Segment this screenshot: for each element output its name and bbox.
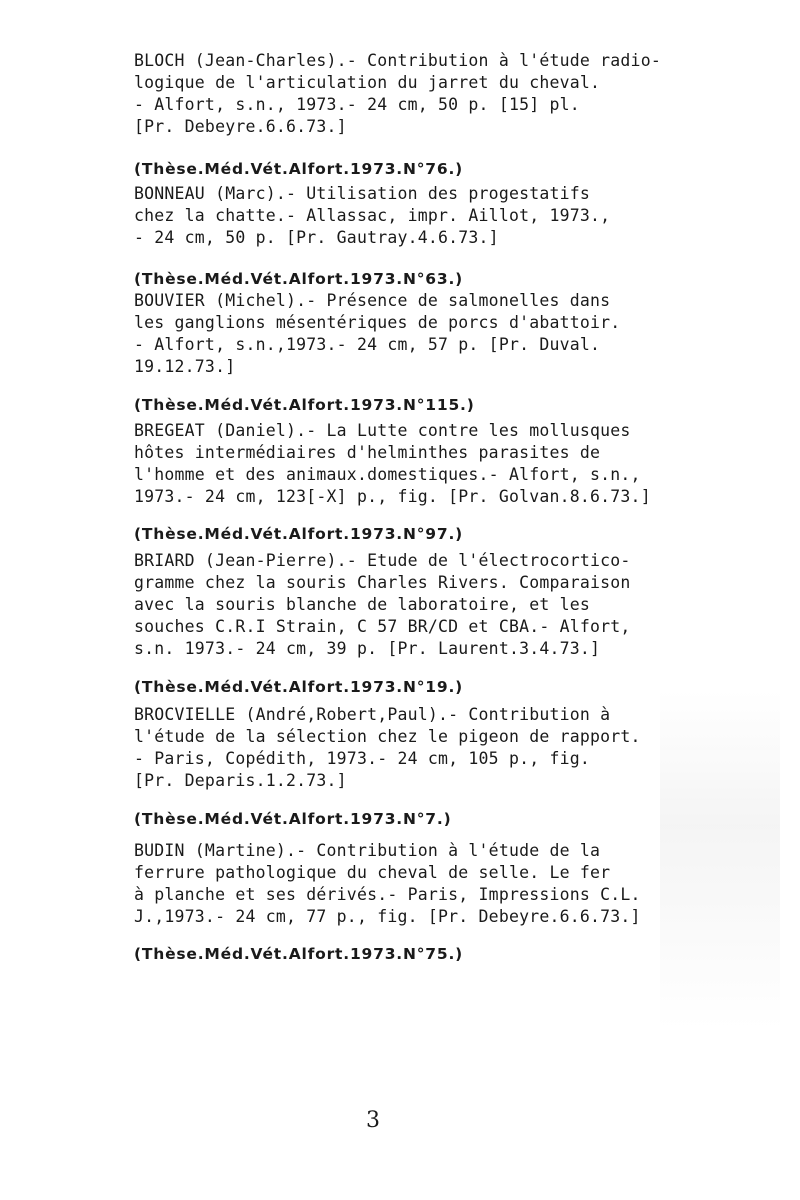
- thesis-reference: (Thèse.Méd.Vét.Alfort.1973.N°97.): [134, 525, 464, 543]
- entry-line: souches C.R.I Strain, C 57 BR/CD et CBA.- Alfort,: [134, 617, 631, 636]
- thesis-reference: (Thèse.Méd.Vét.Alfort.1973.N°115.): [134, 396, 475, 414]
- entry-line: BLOCH (Jean-Charles).- Contribution à l'étude radio-: [134, 51, 661, 70]
- entry-line: [Pr. Deparis.1.2.73.]: [134, 771, 347, 790]
- thesis-reference: (Thèse.Méd.Vét.Alfort.1973.N°76.): [134, 160, 464, 178]
- entry-line: BONNEAU (Marc).- Utilisation des progestatifs: [134, 184, 591, 203]
- thesis-reference: (Thèse.Méd.Vét.Alfort.1973.N°19.): [134, 678, 464, 696]
- entry-line: l'homme et des animaux.domestiques.- Alfort, s.n.,: [134, 465, 641, 484]
- bibliography-entry: [134, 50, 694, 138]
- entry-line: BUDIN (Martine).- Contribution à l'étude de la: [134, 841, 601, 860]
- thesis-reference: (Thèse.Méd.Vét.Alfort.1973.N°7.): [134, 810, 452, 828]
- entry-line: à planche et ses dérivés.- Paris, Impressions C.L.: [134, 885, 641, 904]
- page-number: 3: [366, 1108, 380, 1133]
- entry-line: BREGEAT (Daniel).- La Lutte contre les mollusques: [134, 421, 631, 440]
- entry-line: BROCVIELLE (André,Robert,Paul).- Contribution à: [134, 705, 611, 724]
- bibliography-entry: [134, 290, 694, 378]
- bibliography-entry: [134, 704, 694, 792]
- entry-line: s.n. 1973.- 24 cm, 39 p. [Pr. Laurent.3.4.73.]: [134, 639, 601, 658]
- entry-line: ferrure pathologique du cheval de selle. Le fer: [134, 863, 611, 882]
- entry-line: BOUVIER (Michel).- Présence de salmonelles dans: [134, 291, 611, 310]
- entry-line: - Alfort, s.n., 1973.- 24 cm, 50 p. [15] pl.: [134, 95, 580, 114]
- entry-line: - 24 cm, 50 p. [Pr. Gautray.4.6.73.]: [134, 228, 499, 247]
- bibliography-entry: [134, 550, 694, 660]
- entry-line: [Pr. Debeyre.6.6.73.]: [134, 117, 347, 136]
- entry-line: BRIARD (Jean-Pierre).- Etude de l'électrocortico-: [134, 551, 631, 570]
- entry-line: gramme chez la souris Charles Rivers. Comparaison: [134, 573, 631, 592]
- entry-line: chez la chatte.- Allassac, impr. Aillot, 1973.,: [134, 206, 611, 225]
- bibliography-entry: [134, 420, 694, 508]
- entry-line: les ganglions mésentériques de porcs d'abattoir.: [134, 313, 621, 332]
- bibliography-entry: [134, 840, 694, 928]
- thesis-reference: (Thèse.Méd.Vét.Alfort.1973.N°63.): [134, 270, 464, 288]
- bibliography-entry: [134, 183, 694, 249]
- entry-line: avec la souris blanche de laboratoire, et les: [134, 595, 591, 614]
- entry-line: - Alfort, s.n.,1973.- 24 cm, 57 p. [Pr. Duval.: [134, 335, 601, 354]
- entry-line: - Paris, Copédith, 1973.- 24 cm, 105 p., fig.: [134, 749, 591, 768]
- entry-line: logique de l'articulation du jarret du cheval.: [134, 73, 601, 92]
- entry-line: 19.12.73.]: [134, 357, 236, 376]
- entry-line: 1973.- 24 cm, 123[-X] p., fig. [Pr. Golvan.8.6.73.]: [134, 487, 651, 506]
- entry-line: l'étude de la sélection chez le pigeon de rapport.: [134, 727, 641, 746]
- thesis-reference: (Thèse.Méd.Vét.Alfort.1973.N°75.): [134, 945, 464, 963]
- entry-line: hôtes intermédiaires d'helminthes parasites de: [134, 443, 601, 462]
- entry-line: J.,1973.- 24 cm, 77 p., fig. [Pr. Debeyre.6.6.73.]: [134, 907, 641, 926]
